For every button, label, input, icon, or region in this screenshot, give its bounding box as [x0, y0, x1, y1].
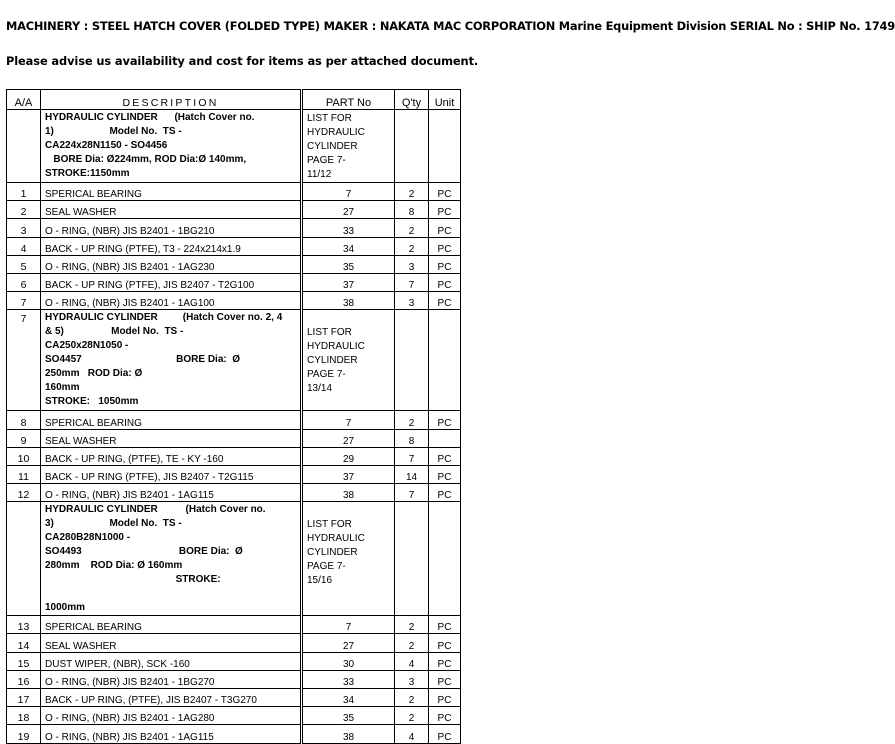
- item-description: SPERICAL BEARING: [41, 411, 302, 429]
- table-row: [7, 183, 461, 201]
- group-description: HYDRAULIC CYLINDER (Hatch Cover no. 1) Model No. TS - CA224x28N1150 - SO4456 BORE Dia: Ø224mm, ROD Dia:Ø 140mm, STROKE:1150mm: [41, 110, 302, 183]
- item-description: SPERICAL BEARING: [41, 183, 302, 201]
- item-number: 7: [7, 292, 41, 310]
- item-qty: 3: [395, 292, 429, 310]
- table-row: [7, 255, 461, 273]
- group-row: [7, 310, 461, 411]
- table-header-row: [7, 90, 461, 110]
- item-number: 18: [7, 707, 41, 725]
- item-number: 1: [7, 183, 41, 201]
- group-aa-cell: [7, 110, 41, 183]
- item-unit: PC: [429, 652, 461, 670]
- item-number: 4: [7, 237, 41, 255]
- group-part-ref: LIST FOR HYDRAULIC CYLINDER PAGE 7- 13/14: [302, 310, 395, 411]
- item-description: SEAL WASHER: [41, 429, 302, 447]
- table-row: [7, 447, 461, 465]
- group-unit-cell: [429, 310, 461, 411]
- item-unit: [429, 429, 461, 447]
- item-description: SPERICAL BEARING: [41, 616, 302, 634]
- item-description: SEAL WASHER: [41, 201, 302, 219]
- item-description: BACK - UP RING, (PTFE), TE - KY -160: [41, 447, 302, 465]
- item-unit: PC: [429, 670, 461, 688]
- item-description: O - RING, (NBR) JIS B2401 - 1BG210: [41, 219, 302, 237]
- item-unit: PC: [429, 689, 461, 707]
- item-unit: PC: [429, 237, 461, 255]
- item-qty: 2: [395, 219, 429, 237]
- item-description: BACK - UP RING (PTFE), JIS B2407 - T2G100: [41, 273, 302, 291]
- item-number: 5: [7, 255, 41, 273]
- item-qty: 2: [395, 411, 429, 429]
- item-description: O - RING, (NBR) JIS B2401 - 1AG115: [41, 725, 302, 743]
- item-number: 19: [7, 725, 41, 743]
- item-unit: PC: [429, 273, 461, 291]
- item-part-no: 38: [302, 725, 395, 743]
- item-part-no: 34: [302, 237, 395, 255]
- column-header-unit: Unit: [429, 90, 461, 110]
- item-number: 12: [7, 484, 41, 502]
- table-row: [7, 484, 461, 502]
- table-row: [7, 292, 461, 310]
- group-part-ref: LIST FOR HYDRAULIC CYLINDER PAGE 7- 11/12: [302, 110, 395, 183]
- item-unit: PC: [429, 634, 461, 652]
- item-number: 9: [7, 429, 41, 447]
- group-qty-cell: [395, 502, 429, 616]
- table-row: [7, 201, 461, 219]
- item-number: 6: [7, 273, 41, 291]
- item-part-no: 27: [302, 634, 395, 652]
- item-number: 15: [7, 652, 41, 670]
- item-number: 17: [7, 689, 41, 707]
- item-part-no: 38: [302, 484, 395, 502]
- item-part-no: 37: [302, 465, 395, 483]
- item-number: 14: [7, 634, 41, 652]
- item-description: O - RING, (NBR) JIS B2401 - 1BG270: [41, 670, 302, 688]
- table-row: [7, 273, 461, 291]
- table-row: [7, 725, 461, 743]
- group-row: [7, 110, 461, 183]
- item-part-no: 7: [302, 183, 395, 201]
- item-unit: PC: [429, 447, 461, 465]
- table-row: [7, 652, 461, 670]
- item-part-no: 33: [302, 219, 395, 237]
- item-description: O - RING, (NBR) JIS B2401 - 1AG280: [41, 707, 302, 725]
- item-unit: PC: [429, 725, 461, 743]
- item-part-no: 38: [302, 292, 395, 310]
- item-description: BACK - UP RING, (PTFE), JIS B2407 - T3G270: [41, 689, 302, 707]
- table-row: [7, 634, 461, 652]
- item-part-no: 37: [302, 273, 395, 291]
- column-header-qty: Q'ty: [395, 90, 429, 110]
- column-header-aa: A/A: [7, 90, 41, 110]
- item-description: BACK - UP RING (PTFE), T3 - 224x214x1.9: [41, 237, 302, 255]
- column-header-description: DESCRIPTION: [41, 90, 302, 110]
- item-qty: 8: [395, 201, 429, 219]
- item-number: 8: [7, 411, 41, 429]
- item-qty: 7: [395, 484, 429, 502]
- item-unit: PC: [429, 411, 461, 429]
- item-unit: PC: [429, 707, 461, 725]
- item-part-no: 7: [302, 411, 395, 429]
- item-description: O - RING, (NBR) JIS B2401 - 1AG230: [41, 255, 302, 273]
- table-row: [7, 670, 461, 688]
- item-unit: PC: [429, 255, 461, 273]
- group-qty-cell: [395, 310, 429, 411]
- item-part-no: 7: [302, 616, 395, 634]
- item-unit: PC: [429, 465, 461, 483]
- item-description: DUST WIPER, (NBR), SCK -160: [41, 652, 302, 670]
- table-row: [7, 429, 461, 447]
- item-qty: 2: [395, 634, 429, 652]
- item-qty: 14: [395, 465, 429, 483]
- item-unit: PC: [429, 616, 461, 634]
- item-qty: 4: [395, 725, 429, 743]
- table-row: [7, 411, 461, 429]
- column-header-part-no: PART No: [302, 90, 395, 110]
- item-qty: 4: [395, 652, 429, 670]
- item-qty: 2: [395, 237, 429, 255]
- item-number: 16: [7, 670, 41, 688]
- item-part-no: 30: [302, 652, 395, 670]
- item-qty: 7: [395, 273, 429, 291]
- item-description: BACK - UP RING (PTFE), JIS B2407 - T2G115: [41, 465, 302, 483]
- item-qty: 3: [395, 255, 429, 273]
- group-unit-cell: [429, 502, 461, 616]
- item-qty: 7: [395, 447, 429, 465]
- group-row: [7, 502, 461, 616]
- item-unit: PC: [429, 484, 461, 502]
- item-qty: 2: [395, 616, 429, 634]
- request-note: Please advise us availability and cost for items as per attached document.: [6, 54, 479, 68]
- item-description: O - RING, (NBR) JIS B2401 - 1AG115: [41, 484, 302, 502]
- item-qty: 3: [395, 670, 429, 688]
- item-description: SEAL WASHER: [41, 634, 302, 652]
- table-row: [7, 616, 461, 634]
- item-description: O - RING, (NBR) JIS B2401 - 1AG100: [41, 292, 302, 310]
- item-unit: PC: [429, 201, 461, 219]
- group-part-ref: LIST FOR HYDRAULIC CYLINDER PAGE 7- 15/16: [302, 502, 395, 616]
- item-part-no: 34: [302, 689, 395, 707]
- group-unit-cell: [429, 110, 461, 183]
- table-row: [7, 219, 461, 237]
- item-number: 2: [7, 201, 41, 219]
- item-number: 13: [7, 616, 41, 634]
- item-number: 11: [7, 465, 41, 483]
- item-part-no: 27: [302, 429, 395, 447]
- item-part-no: 35: [302, 255, 395, 273]
- group-description: HYDRAULIC CYLINDER (Hatch Cover no. 3) Model No. TS - CA280B28N1000 - SO4493 BORE Dia: Ø 280mm ROD Dia: Ø 160mm STROKE: 1000mm: [41, 502, 302, 616]
- item-qty: 2: [395, 183, 429, 201]
- item-part-no: 35: [302, 707, 395, 725]
- item-qty: 2: [395, 707, 429, 725]
- table-row: [7, 237, 461, 255]
- group-description: HYDRAULIC CYLINDER (Hatch Cover no. 2, 4 & 5) Model No. TS - CA250x28N1050 - SO4457 BORE Dia: Ø 250mm ROD Dia: Ø 160mm STROKE: 1050mm: [41, 310, 302, 411]
- parts-table: [6, 89, 461, 744]
- item-number: 10: [7, 447, 41, 465]
- group-aa-cell: [7, 502, 41, 616]
- item-unit: PC: [429, 292, 461, 310]
- group-qty-cell: [395, 110, 429, 183]
- item-part-no: 27: [302, 201, 395, 219]
- table-row: [7, 707, 461, 725]
- item-part-no: 29: [302, 447, 395, 465]
- item-unit: PC: [429, 219, 461, 237]
- item-unit: PC: [429, 183, 461, 201]
- item-qty: 8: [395, 429, 429, 447]
- item-qty: 2: [395, 689, 429, 707]
- table-row: [7, 465, 461, 483]
- item-number: 3: [7, 219, 41, 237]
- group-aa-cell: 7: [7, 310, 41, 411]
- document-title: MACHINERY : STEEL HATCH COVER (FOLDED TYPE) MAKER : NAKATA MAC CORPORATION Marine Equipment Division SERIAL No : SHIP No. 1749: [6, 19, 895, 33]
- item-part-no: 33: [302, 670, 395, 688]
- table-row: [7, 689, 461, 707]
